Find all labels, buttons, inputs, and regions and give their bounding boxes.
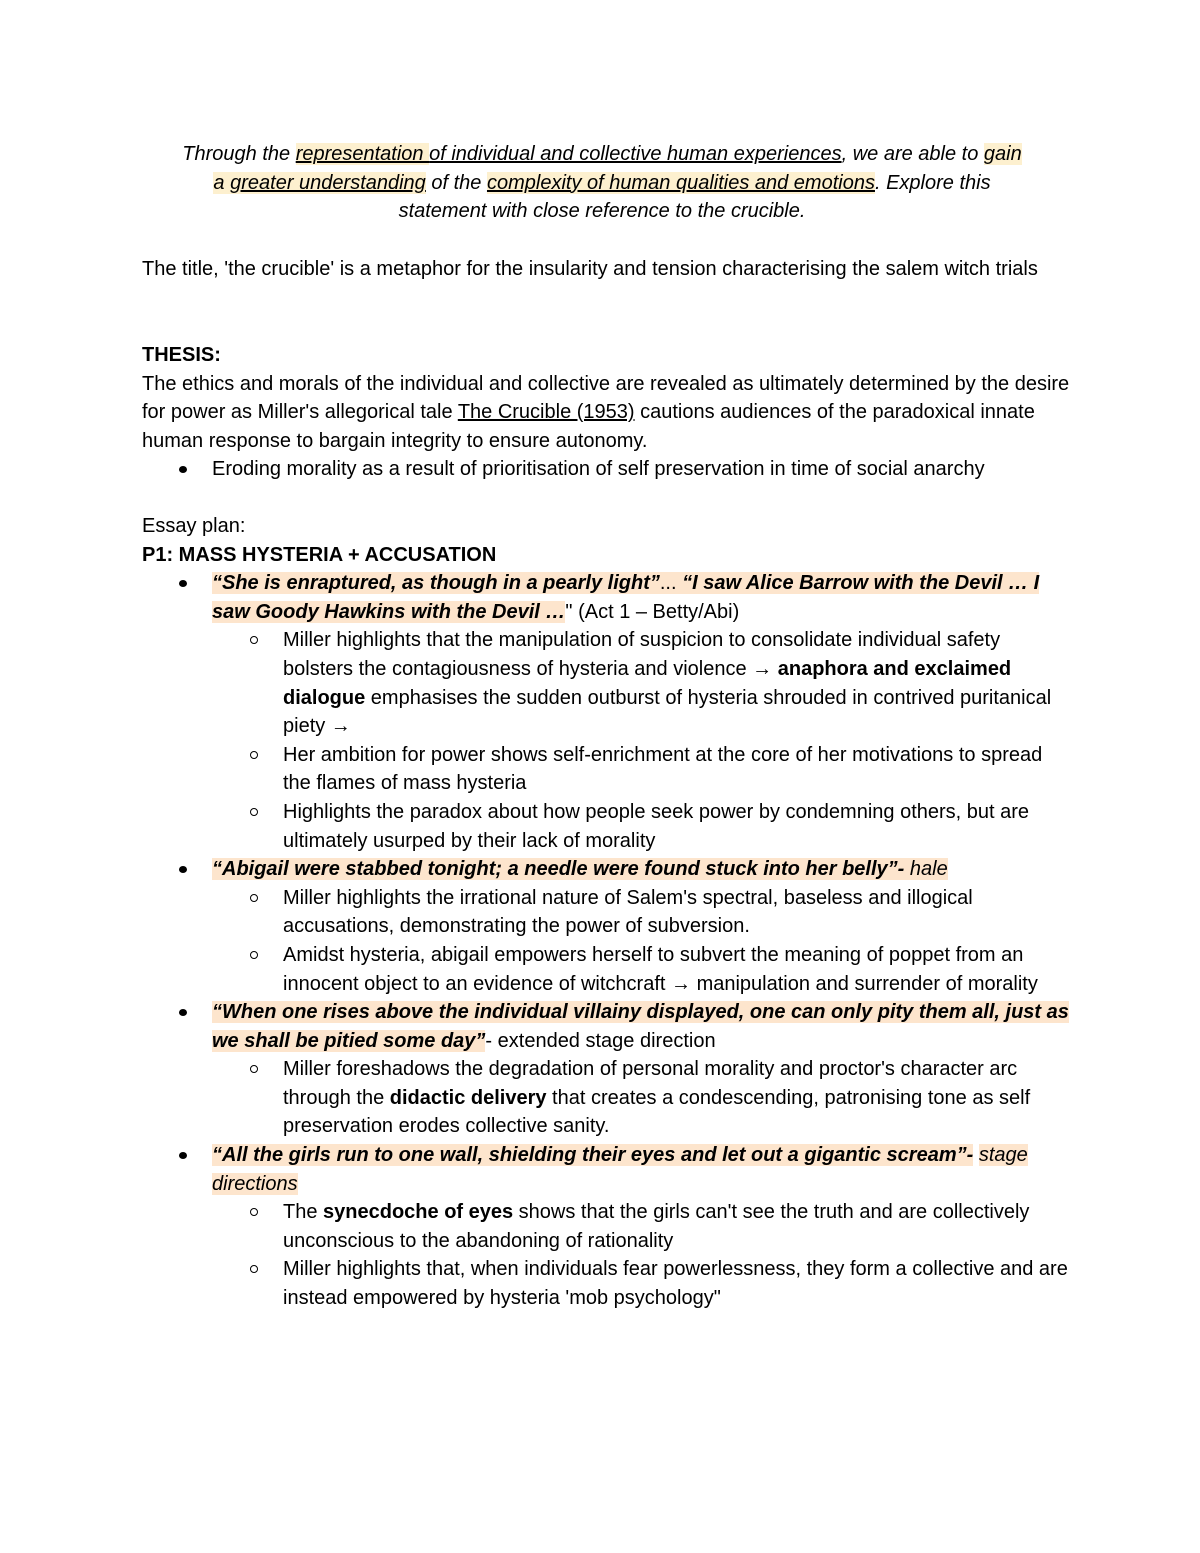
quote-text: “I saw Alice Barrow with the Devil … I saw Goody Hawkins with the Devil … (212, 572, 1040, 623)
plan-label: Essay plan: (142, 515, 246, 537)
quote-source: - extended stage direction (485, 1029, 716, 1052)
analysis-list (212, 1055, 1072, 1141)
quote-source: stage directions (212, 1144, 1028, 1195)
analysis-item (283, 1198, 1072, 1255)
analysis-text: Miller foreshadows the degradation of personal morality and proctor's character arc through the (283, 1058, 1018, 1109)
technique-term: didactic delivery (389, 1086, 547, 1109)
thesis-section (142, 341, 1072, 484)
prompt-underlined: of individual and collective human experiences (429, 143, 842, 165)
prompt-text: Through the (182, 143, 296, 165)
prompt-highlight: gain (983, 143, 1022, 165)
analysis-item: Miller highlights the irrational nature of Salem's spectral, baseless and illogical accusations, demonstrating the power of subversion. (283, 884, 1072, 941)
analysis-text: Miller highlights that the manipulation of suspicion to consolidate individual safety bolsters the contagiousness of hysteria and violence → (283, 629, 1001, 680)
analysis-text: The (283, 1201, 324, 1224)
analysis-item: Highlights the paradox about how people seek power by condemning others, but are ultimately usurped by their lack of morality (283, 798, 1072, 855)
analysis-item: Miller highlights that, when individuals fear powerlessness, they form a collective and are instead empowered by hysteria 'mob psychology" (283, 1255, 1072, 1312)
thesis-text: cautions audiences of the paradoxical innate human response to bargain integrity to ensure autonomy. (142, 401, 1035, 452)
prompt-text: of the (425, 171, 487, 194)
quote-item (212, 569, 1072, 855)
quote-source: " (Act 1 – Betty/Abi) (565, 600, 740, 623)
prompt-text: , we are able to (841, 143, 984, 165)
thesis-heading: THESIS: (142, 344, 221, 366)
title-note (142, 255, 1072, 284)
quote-item (212, 998, 1072, 1141)
analysis-list (212, 1198, 1072, 1312)
analysis-item: Amidst hysteria, abigail empowers herself to subvert the meaning of poppet from an innocent object to an evidence of witchcraft → manipulation and surrender of morality (283, 941, 1072, 998)
essay-prompt (142, 140, 1062, 226)
prompt-highlight: greater understanding (230, 171, 426, 194)
quote-text: “Abigail were stabbed tonight; a needle were found stuck into her belly”- (212, 858, 910, 881)
prompt-highlight: complexity of human qualities and emotions (486, 171, 875, 194)
thesis-text: The ethics and morals of the individual and collective are revealed as ultimately determined by the desire for power as Miller's allegorical tale (142, 372, 1070, 424)
analysis-list (212, 884, 1072, 998)
quote-text: “All the girls run to one wall, shielding their eyes and let out a gigantic scream”- (212, 1144, 974, 1167)
thesis-bullets (142, 455, 1072, 484)
analysis-text: shows that the girls can't see the truth and are collectively unconscious to the abandoning of rationality (283, 1201, 1030, 1252)
quote-source: hale (909, 858, 948, 881)
prompt-text: . Explore this (874, 171, 991, 194)
analysis-list (212, 626, 1072, 855)
thesis-book-title: The Crucible (1953) (457, 401, 635, 424)
analysis-text: emphasises the sudden outburst of hysteria shrouded in contrived puritanical piety → (283, 686, 1052, 738)
quote-text: ... (659, 572, 683, 595)
prompt-text: statement with close reference to the crucible. (398, 200, 806, 223)
analysis-item (283, 626, 1072, 740)
title-note-text: The title, 'the crucible' is a metaphor for the insularity and tension characterising the salem witch trials (142, 258, 1038, 280)
list-item: Eroding morality as a result of prioritisation of self preservation in time of social anarchy (212, 455, 1072, 484)
quote-text: “When one rises above the individual villainy displayed, one can only pity them all, just as we shall be pitied some day” (212, 1001, 1069, 1052)
quote-text: “She is enraptured, as though in a pearly light” (212, 572, 660, 595)
prompt-highlight: a (213, 171, 231, 194)
paragraph-heading: P1: MASS HYSTERIA + ACCUSATION (142, 543, 497, 566)
analysis-text: that creates a condescending, patronising tone as self preservation erodes collective sanity. (283, 1086, 1031, 1138)
technique-term: synecdoche of eyes (323, 1201, 514, 1224)
quote-list (142, 569, 1072, 1312)
analysis-item (283, 1055, 1072, 1141)
thesis-paragraph (142, 370, 1072, 456)
essay-plan (142, 512, 1072, 1313)
prompt-highlight: representation (295, 143, 430, 165)
quote-item (212, 1141, 1072, 1313)
technique-term: anaphora and exclaimed dialogue (283, 657, 1012, 709)
analysis-item: Her ambition for power shows self-enrichment at the core of her motivations to spread the flames of mass hysteria (283, 741, 1072, 798)
quote-item (212, 855, 1072, 998)
